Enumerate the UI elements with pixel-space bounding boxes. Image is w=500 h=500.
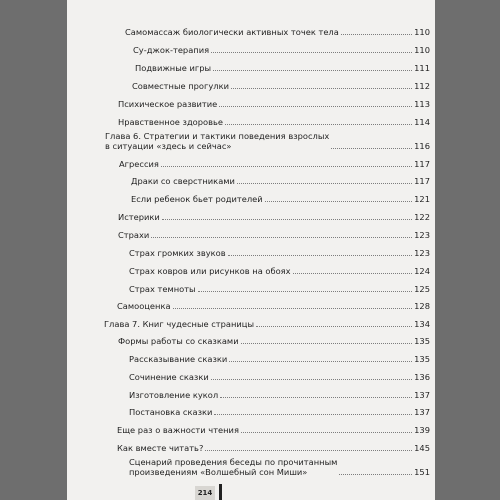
toc-entry-page: 123 xyxy=(414,230,430,240)
dot-leader xyxy=(219,106,412,107)
dot-leader xyxy=(225,124,412,125)
dot-leader xyxy=(241,432,412,433)
toc-entry-page: 113 xyxy=(414,99,430,109)
toc-entry[interactable] xyxy=(129,390,430,400)
toc-entry-chapter[interactable] xyxy=(104,319,430,329)
toc-entry-page: 125 xyxy=(414,284,430,294)
dot-leader xyxy=(237,183,412,184)
toc-entry[interactable] xyxy=(131,194,430,204)
toc-entry[interactable] xyxy=(117,301,430,311)
dot-leader xyxy=(162,219,412,220)
toc-entry-title: Самомассаж биологически активных точек тела xyxy=(125,27,339,37)
toc-entry[interactable] xyxy=(117,443,430,453)
toc-entry-title: Изготовление кукол xyxy=(129,390,219,400)
toc-entry-title: Еще раз о важности чтения xyxy=(117,425,239,435)
book-page xyxy=(67,0,435,500)
toc-entry-title: Истерики xyxy=(118,212,160,222)
toc-entry-title xyxy=(129,457,337,477)
toc-entry[interactable] xyxy=(129,372,430,382)
footer-rule xyxy=(219,484,222,500)
toc-entry-title: Су-джок-терапия xyxy=(133,45,210,55)
dot-leader xyxy=(256,326,412,327)
toc-entry-page: 124 xyxy=(414,266,430,276)
toc-entry-page: 134 xyxy=(414,319,430,329)
toc-entry-title: Драки со сверстниками xyxy=(131,176,235,186)
dot-leader xyxy=(229,361,412,362)
toc-entry[interactable] xyxy=(118,99,430,109)
dot-leader xyxy=(339,474,412,475)
toc-entry-page: 137 xyxy=(414,407,430,417)
dot-leader xyxy=(211,379,412,380)
toc-entry-page: 114 xyxy=(414,117,430,127)
toc-entry-title: Формы работы со сказками xyxy=(118,336,239,346)
toc-entry-page: 117 xyxy=(414,159,430,169)
toc-entry-title-line: произведениям «Волшебный сон Миши» xyxy=(129,467,308,477)
dot-leader xyxy=(205,450,412,451)
dot-leader xyxy=(211,52,412,53)
toc-entry[interactable] xyxy=(118,230,430,240)
toc-entry[interactable] xyxy=(125,27,430,37)
toc-entry[interactable] xyxy=(117,425,430,435)
toc-entry-title-line: в ситуации «здесь и сейчас» xyxy=(105,141,232,151)
dot-leader xyxy=(213,70,412,71)
toc-entry-title-line: Глава 6. Стратегии и тактики поведения взрослых xyxy=(105,131,330,141)
toc-entry[interactable] xyxy=(119,159,430,169)
toc-entry-title: Страх ковров или рисунков на обоях xyxy=(129,266,291,276)
toc-entry-title-line: Сценарий проведения беседы по прочитанным xyxy=(129,457,338,467)
toc-entry-page: 117 xyxy=(414,176,430,186)
toc-entry[interactable] xyxy=(132,81,430,91)
dot-leader xyxy=(231,88,412,89)
toc-entry-title: Страх громких звуков xyxy=(129,248,226,258)
toc-entry-title: Постановка сказки xyxy=(129,407,213,417)
page-number: 214 xyxy=(195,486,215,500)
toc-entry[interactable] xyxy=(129,248,430,258)
toc-entry[interactable] xyxy=(129,284,430,294)
dot-leader xyxy=(228,255,413,256)
toc-entry[interactable] xyxy=(129,266,430,276)
dot-leader xyxy=(151,237,412,238)
dot-leader xyxy=(331,148,412,149)
toc-entry[interactable] xyxy=(133,45,430,55)
toc-entry-chapter[interactable] xyxy=(105,131,430,151)
toc-entry-page: 110 xyxy=(414,27,430,37)
toc-entry-title xyxy=(105,131,329,151)
toc-entry-page: 116 xyxy=(414,141,430,151)
toc-entry-page: 139 xyxy=(414,425,430,435)
toc-entry-page: 121 xyxy=(414,194,430,204)
table-of-contents xyxy=(67,0,435,500)
toc-entry[interactable] xyxy=(129,457,430,477)
toc-entry[interactable] xyxy=(129,354,430,364)
dot-leader xyxy=(220,397,412,398)
toc-entry-title: Психическое развитие xyxy=(118,99,218,109)
dot-leader xyxy=(293,273,413,274)
toc-entry-page: 137 xyxy=(414,390,430,400)
dot-leader xyxy=(214,414,412,415)
toc-entry-title: Страхи xyxy=(118,230,150,240)
toc-entry-page: 135 xyxy=(414,336,430,346)
toc-entry[interactable] xyxy=(118,117,430,127)
toc-entry-page: 123 xyxy=(414,248,430,258)
toc-entry-page: 151 xyxy=(414,467,430,477)
toc-entry-page: 128 xyxy=(414,301,430,311)
dot-leader xyxy=(265,201,412,202)
toc-entry-title: Самооценка xyxy=(117,301,171,311)
toc-entry-page: 145 xyxy=(414,443,430,453)
toc-entry-title: Нравственное здоровье xyxy=(118,117,223,127)
toc-entry-title: Подвижные игры xyxy=(135,63,212,73)
dot-leader xyxy=(241,343,413,344)
toc-entry-page: 136 xyxy=(414,372,430,382)
toc-entry[interactable] xyxy=(135,63,430,73)
toc-entry-title: Сочинение сказки xyxy=(129,372,209,382)
dot-leader xyxy=(173,308,413,309)
toc-entry[interactable] xyxy=(118,336,430,346)
toc-entry-title: Страх темноты xyxy=(129,284,196,294)
dot-leader xyxy=(341,34,412,35)
toc-entry-title: Глава 7. Книг чудесные страницы xyxy=(104,319,255,329)
toc-entry[interactable] xyxy=(129,407,430,417)
toc-entry-title: Если ребенок бьет родителей xyxy=(131,194,263,204)
toc-entry-page: 110 xyxy=(414,45,430,55)
toc-entry-title: Совместные прогулки xyxy=(132,81,229,91)
dot-leader xyxy=(198,291,413,292)
toc-entry[interactable] xyxy=(118,212,430,222)
toc-entry-page: 135 xyxy=(414,354,430,364)
toc-entry[interactable] xyxy=(131,176,430,186)
toc-entry-page: 112 xyxy=(414,81,430,91)
dot-leader xyxy=(161,166,412,167)
toc-entry-page: 111 xyxy=(414,63,430,73)
toc-entry-title: Как вместе читать? xyxy=(117,443,204,453)
toc-entry-title: Агрессия xyxy=(119,159,159,169)
toc-entry-page: 122 xyxy=(414,212,430,222)
toc-entry-title: Рассказывание сказки xyxy=(129,354,228,364)
